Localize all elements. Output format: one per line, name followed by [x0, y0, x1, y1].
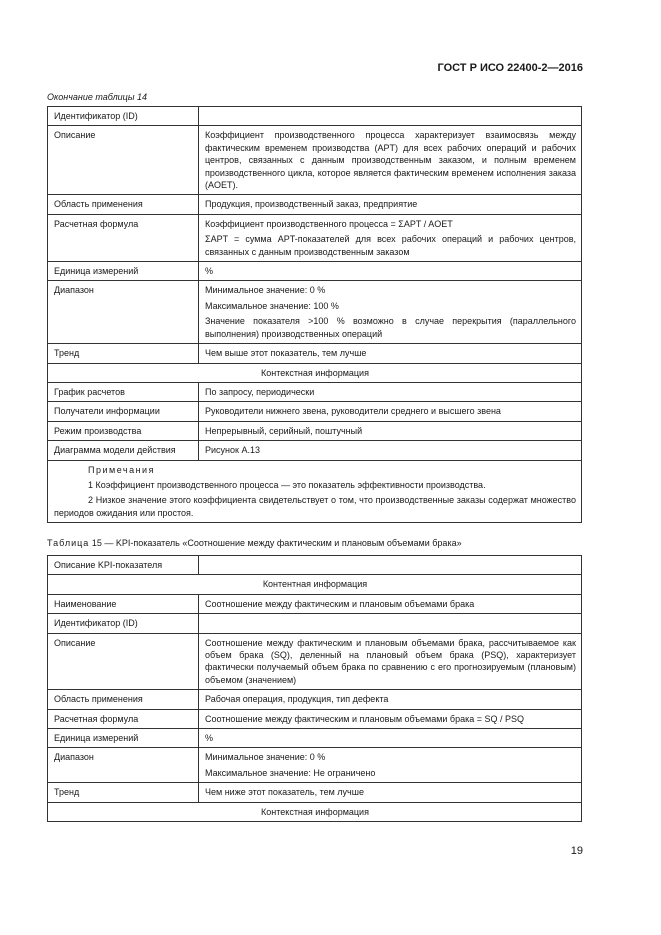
table-row: [48, 262, 582, 281]
table14-caption: Окончание таблицы 14: [47, 92, 147, 102]
table-row: [48, 729, 582, 748]
value-line: Чем выше этот показатель, тем лучше: [205, 348, 367, 359]
value-line: %: [205, 266, 214, 277]
row-label: Идентификатор (ID): [48, 107, 199, 126]
table-row: [48, 594, 582, 613]
caption-prefix: Таблица: [47, 538, 90, 548]
value-line: [205, 617, 576, 629]
row-label: Описание: [48, 633, 199, 690]
value-line: Максимальное значение: Не ограничено: [205, 767, 376, 778]
value-line: Соотношение между фактическим и плановым объемами брака = SQ / PSQ: [205, 713, 524, 724]
row-label: Область применения: [48, 690, 199, 709]
table-row: [48, 748, 582, 783]
row-label: Получатели информации: [48, 402, 199, 421]
table-row: [48, 126, 582, 195]
row-value: [199, 690, 582, 709]
value-line: Максимальное значение: 100 %: [205, 300, 339, 311]
row-label: Описание: [48, 126, 199, 195]
row-label: График расчетов: [48, 382, 199, 401]
table-14: [47, 106, 582, 523]
row-label: Тренд: [48, 783, 199, 802]
row-value: [199, 729, 582, 748]
page-number: 19: [570, 845, 583, 857]
row-label: Идентификатор (ID): [48, 614, 199, 633]
table-row: [48, 402, 582, 421]
section-header-context: Контекстная информация: [48, 363, 582, 382]
notes-heading: Примечания: [88, 464, 155, 475]
value-line: Минимальное значение: 0 %: [205, 752, 326, 763]
row-value: [199, 594, 582, 613]
section-header-content: Контентная информация: [48, 575, 582, 594]
row-label: Режим производства: [48, 421, 199, 440]
table-row: [48, 633, 582, 690]
row-label: Расчетная формула: [48, 214, 199, 261]
table-row: [48, 556, 582, 575]
table-row: [48, 802, 582, 821]
row-label: Диаграмма модели действия: [48, 441, 199, 460]
row-value: [199, 262, 582, 281]
row-value: [199, 402, 582, 421]
table-row: [48, 575, 582, 594]
note-2: 2 Низкое значение этого коэффициента свидетельствует о том, что производственные заказы содержат множество периодов ожидания или простоя.: [54, 495, 576, 518]
row-label: Наименование: [48, 594, 199, 613]
table-15: [47, 555, 582, 822]
table-row: [48, 344, 582, 363]
value-line: Коэффициент производственного процесса характеризует взаимосвязь между фактическим временем производства (APT) для всех рабочих операций и рабочих центров, связанных с данным производственным заказом, и полным временем производственного цикла, которое является фактическим временем исполнения заказа (AOET).: [205, 130, 576, 191]
notes-cell: [48, 460, 582, 523]
value-line: По запросу, периодически: [205, 386, 315, 397]
table-row: [48, 441, 582, 460]
row-label: Диапазон: [48, 748, 199, 783]
row-label: Расчетная формула: [48, 709, 199, 728]
value-line: %: [205, 733, 214, 744]
row-label: Тренд: [48, 344, 199, 363]
table-row: [48, 382, 582, 401]
row-value: [199, 709, 582, 728]
value-line: [205, 559, 576, 571]
table-row: [48, 614, 582, 633]
row-value: [199, 382, 582, 401]
row-value: [199, 195, 582, 214]
value-line: Непрерывный, серийный, поштучный: [205, 425, 363, 436]
row-value: [199, 783, 582, 802]
table-row: [48, 214, 582, 261]
row-label: Описание KPI-показателя: [48, 556, 199, 575]
note-1: 1 Коэффициент производственного процесса — это показатель эффективности производства.: [88, 479, 486, 490]
row-label: Область применения: [48, 195, 199, 214]
row-label: Единица измерений: [48, 729, 199, 748]
row-value: [199, 421, 582, 440]
caption-title: 15 — KPI-показатель «Соотношение между фактическим и плановым объемами брака»: [91, 538, 462, 548]
row-value: [199, 556, 582, 575]
value-line: Коэффициент производственного процесса = ΣAPT / AOET: [205, 218, 453, 229]
row-value: [199, 441, 582, 460]
row-value: [199, 748, 582, 783]
table15-caption: [47, 538, 462, 548]
value-line: Соотношение между фактическим и плановым объемами брака, рассчитываемое как объем брака (SQ), деленный на плановый объем брака (PSQ), характеризует фактически получаемый объем брака по сравнению с его прогнозируемым (плановым) объемом (значением): [205, 637, 576, 685]
row-value: [199, 614, 582, 633]
table-row: [48, 783, 582, 802]
table-row: [48, 421, 582, 440]
value-line: Значение показателя >100 % возможно в случае перекрытия (параллельного выполнения) производственных операций: [205, 316, 576, 339]
row-value: [199, 281, 582, 344]
table-row: [48, 709, 582, 728]
value-line: Продукция, производственный заказ, предприятие: [205, 199, 418, 210]
value-line: ΣAPT = сумма APT-показателей для всех рабочих операций и рабочих центров, связанных с данным производственным заказом: [205, 234, 576, 257]
row-label: Единица измерений: [48, 262, 199, 281]
value-line: Минимальное значение: 0 %: [205, 285, 326, 296]
row-label: Диапазон: [48, 281, 199, 344]
value-line: [205, 110, 576, 122]
row-value: [199, 344, 582, 363]
value-line: Соотношение между фактическим и плановым объемами брака: [205, 598, 475, 609]
row-value: [199, 107, 582, 126]
section-header-context: Контекстная информация: [48, 802, 582, 821]
row-value: [199, 126, 582, 195]
document-header: ГОСТ Р ИСО 22400-2—2016: [437, 62, 583, 74]
row-value: [199, 214, 582, 261]
table-row: [48, 690, 582, 709]
value-line: Рабочая операция, продукция, тип дефекта: [205, 694, 389, 705]
table-row: [48, 460, 582, 523]
table-row: [48, 195, 582, 214]
value-line: Чем ниже этот показатель, тем лучше: [205, 787, 364, 798]
value-line: Рисунок А.13: [205, 445, 260, 456]
table-row: [48, 363, 582, 382]
row-value: [199, 633, 582, 690]
table-row: [48, 107, 582, 126]
value-line: Руководители нижнего звена, руководители среднего и высшего звена: [205, 406, 501, 417]
table-row: [48, 281, 582, 344]
